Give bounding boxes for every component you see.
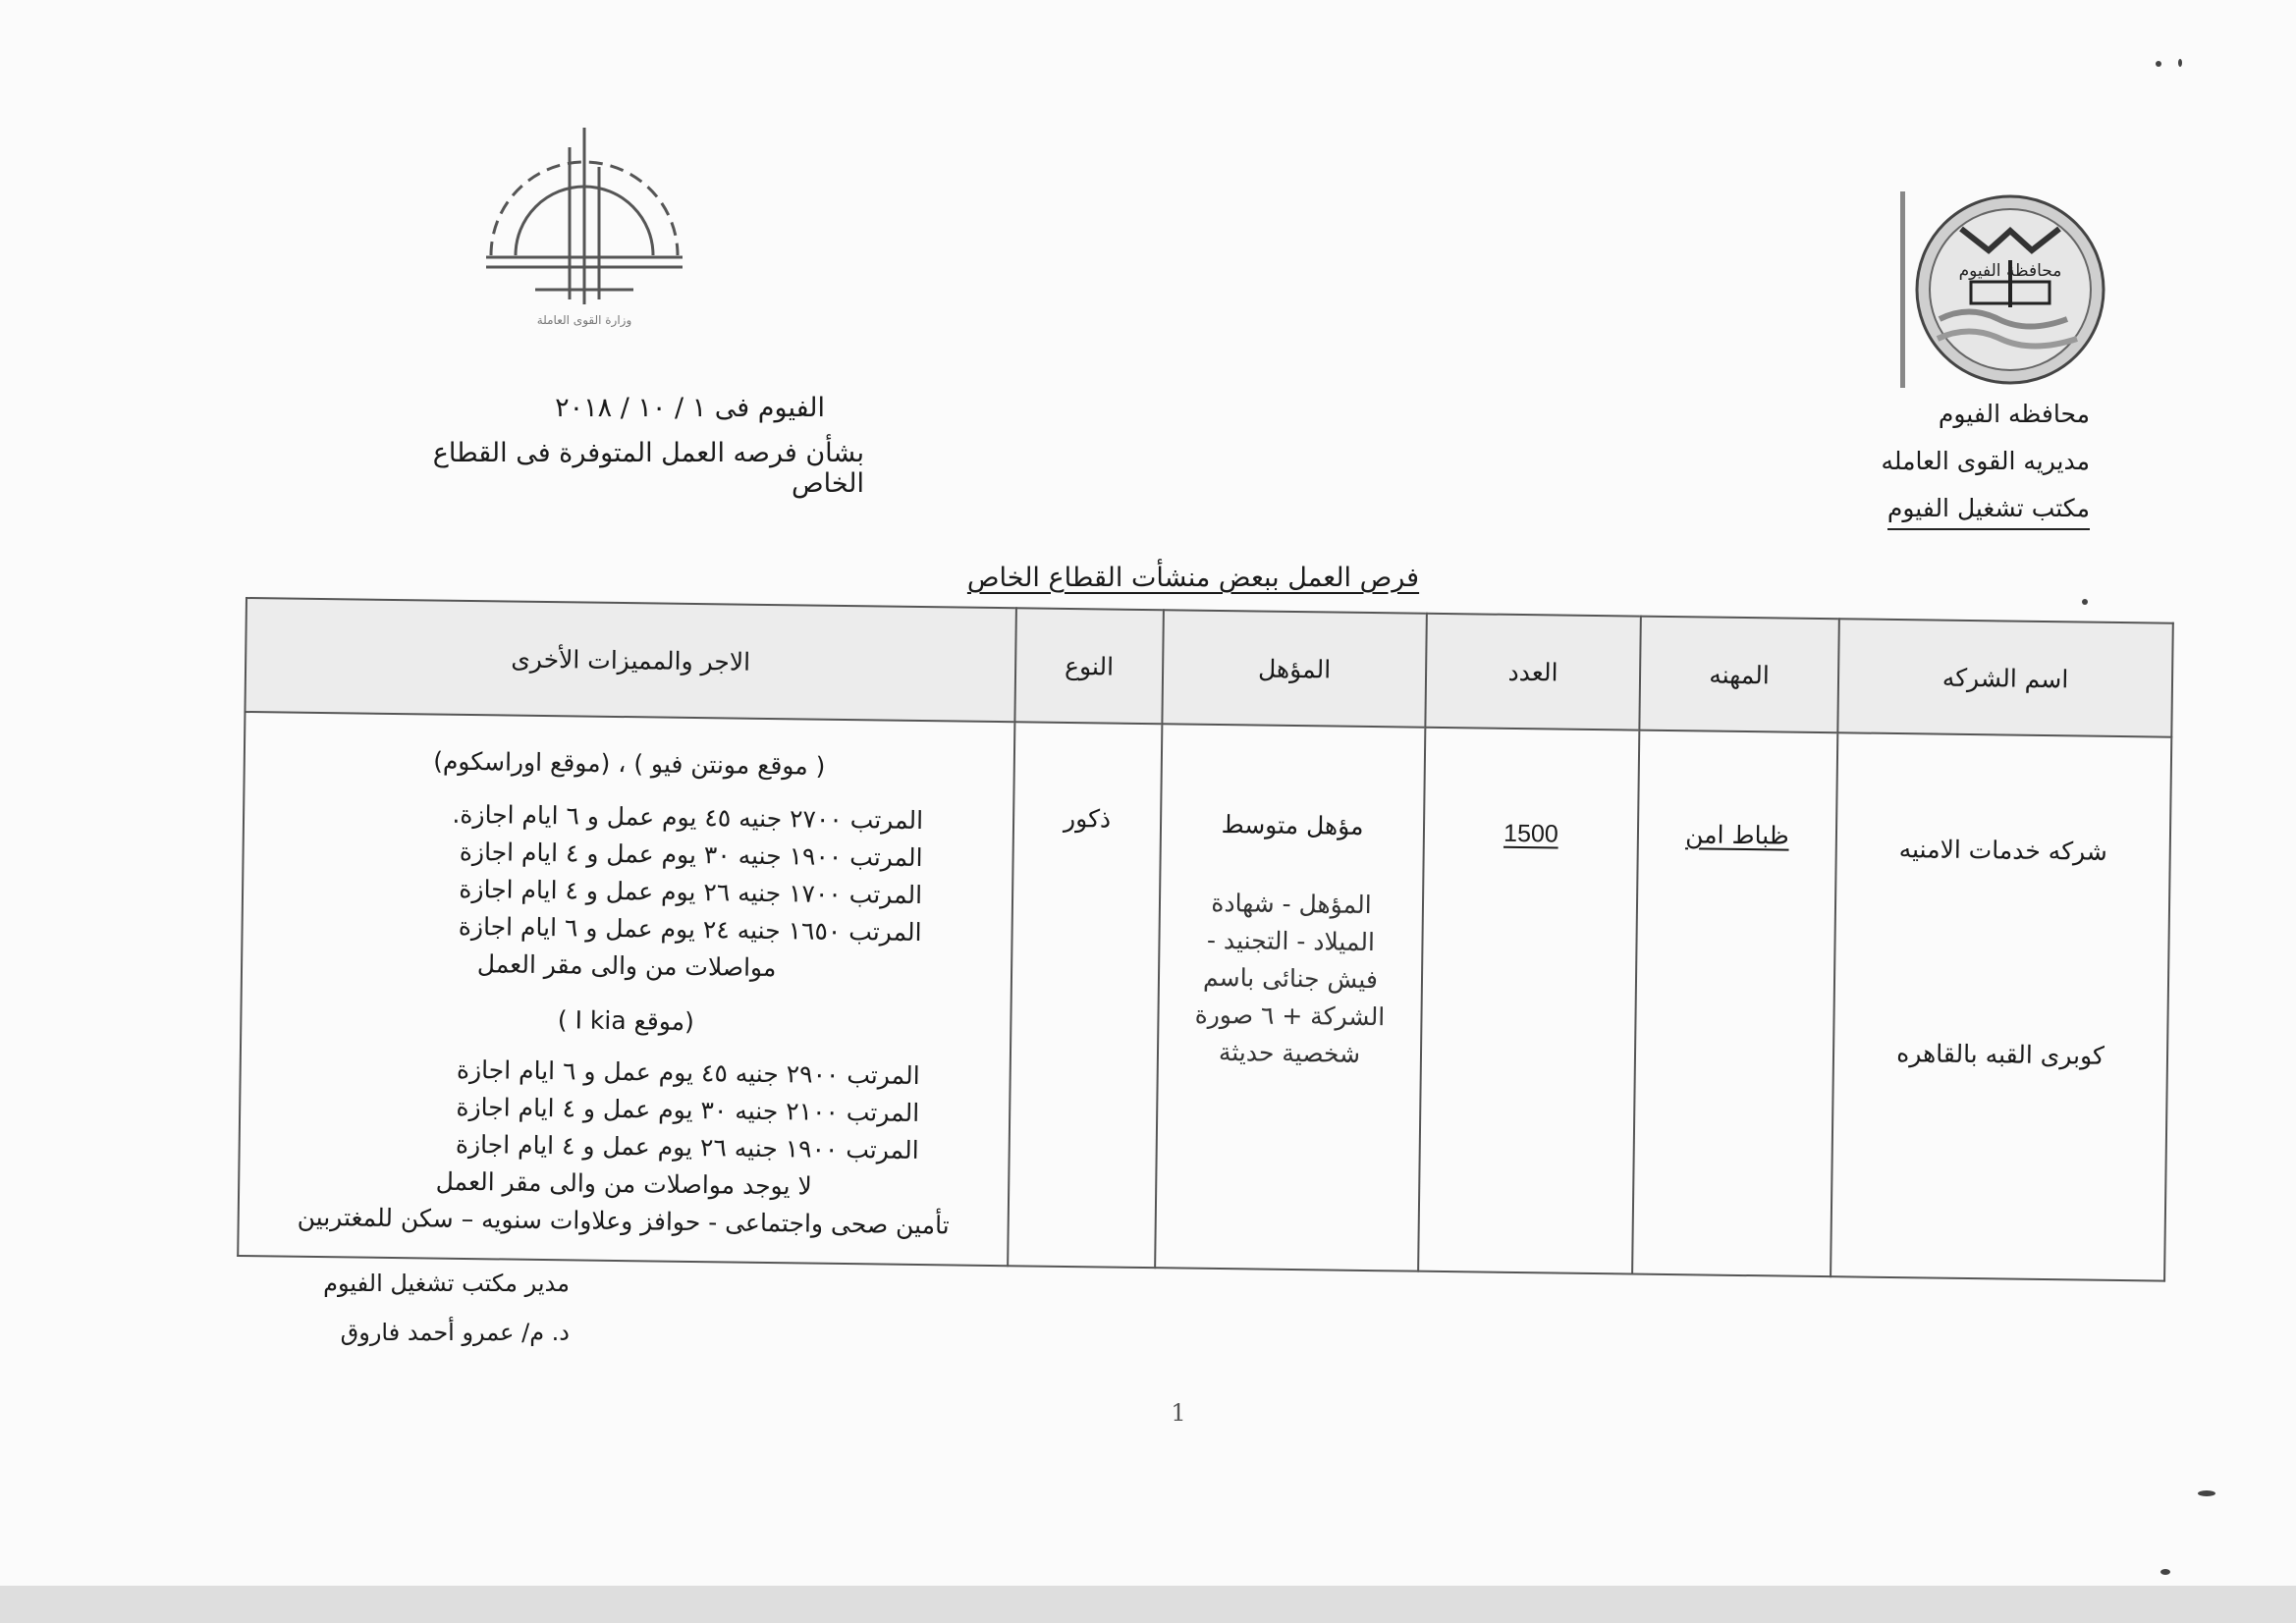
wage-row: المرتب ١٩٠٠ جنيه ٢٦ يوم عمل و ٤ ايام اجازة <box>455 1129 919 1165</box>
scan-bottom-edge <box>0 1586 2296 1623</box>
scan-speck <box>2198 1490 2215 1496</box>
seal-text: محافظة الفيوم <box>1958 261 2062 281</box>
wage-row: المرتب ٢٩٠٠ جنيه ٤٥ يوم عمل و ٦ ايام اجازة <box>456 1055 920 1091</box>
company-name: شركه خدمات الامنيه <box>1898 835 2108 866</box>
document-subject: بشأن فرصه العمل المتوفرة فى القطاع الخاص <box>432 438 864 499</box>
qualification-cell <box>1155 724 1425 1271</box>
wage-row: المرتب ٢٧٠٠ جنيه ٤٥ يوم عمل و ٦ ايام اجازة. <box>452 799 924 836</box>
wage-row: المرتب ٢١٠٠ جنيه ٣٠ يوم عمل و ٤ ايام اجازة <box>456 1092 920 1128</box>
ministry-logo-caption: وزارة القوى العاملة <box>536 313 632 327</box>
table-title: فرص العمل ببعض منشأت القطاع الخاص <box>966 563 1420 593</box>
seal-frame-line <box>1900 191 1905 388</box>
header-gender: النوع <box>1014 608 1164 724</box>
signature-title: مدير مكتب تشغيل الفيوم <box>323 1270 570 1297</box>
site1-heading: ( موقع مونتن فيو ) ، (موقع اوراسكوم) <box>432 746 826 781</box>
jobs-table-wrapper <box>237 597 2172 1282</box>
header-company: اسم الشركه <box>1837 619 2172 736</box>
directorate-name: مديريه القوى العامله <box>1881 447 2090 475</box>
header-profession: المهنه <box>1639 617 1839 733</box>
governorate-name: محافظه الفيوم <box>1938 400 2090 428</box>
wage-row: المرتب ١٩٠٠ جنيه ٣٠ يوم عمل و ٤ ايام اجازة <box>459 837 923 873</box>
signature-block <box>275 1259 570 1357</box>
profession-value: ظباط امن <box>1685 820 1789 850</box>
profession-cell <box>1632 730 1837 1277</box>
table-row <box>238 712 2171 1281</box>
wage-row: المرتب ١٦٥٠ جنيه ٢٤ يوم عمل و ٦ ايام اجازة <box>458 911 922 947</box>
company-branch: كوبرى القبه بالقاهره <box>1896 1039 2105 1070</box>
header-count: العدد <box>1425 614 1640 730</box>
header-wages: الاجر والمميزات الأخرى <box>245 598 1015 722</box>
wages-cell <box>238 712 1014 1266</box>
gender-value: ذكور <box>1063 803 1112 834</box>
site2-heading: (موقع I kia ) <box>557 1005 695 1037</box>
header-qualification: المؤهل <box>1162 610 1426 727</box>
scan-speck <box>2160 1569 2170 1575</box>
document-date: الفيوم فى ١ / ١٠ / ٢٠١٨ <box>555 393 825 423</box>
company-cell <box>1831 732 2171 1280</box>
site1-transport: مواصلات من والى مقر العمل <box>476 949 777 983</box>
count-cell <box>1418 728 1639 1274</box>
wage-row: المرتب ١٧٠٠ جنيه ٢٦ يوم عمل و ٤ ايام اجازة <box>459 874 923 910</box>
scan-speck <box>2082 599 2088 605</box>
gender-cell <box>1008 722 1162 1268</box>
signature-name: د. م/ عمرو أحمد فاروق <box>340 1319 570 1346</box>
count-value: 1500 <box>1503 819 1558 848</box>
ministry-logo <box>476 128 692 334</box>
site2-transport: لا يوجد مواصلات من والى مقر العمل <box>435 1166 812 1201</box>
benefits-line: تأمين صحى واجتماعى - حوافز وعلاوات سنويه – سكن للمغتربين <box>297 1202 950 1240</box>
qualification-value: مؤهل متوسط <box>1221 810 1364 840</box>
qualification-docs: المؤهل - شهادة الميلاد - التجنيد - فيش جنائى باسم الشركة + ٦ صورة شخصية حديثة <box>1194 888 1386 1068</box>
jobs-table <box>237 597 2174 1282</box>
scan-speck <box>2156 61 2161 67</box>
scan-speck <box>2178 59 2182 67</box>
governorate-seal <box>1900 191 2106 388</box>
office-name: مكتب تشغيل الفيوم <box>1887 489 2090 530</box>
page-number: 1 <box>1171 1399 1186 1427</box>
governorate-heading <box>1717 391 2090 532</box>
